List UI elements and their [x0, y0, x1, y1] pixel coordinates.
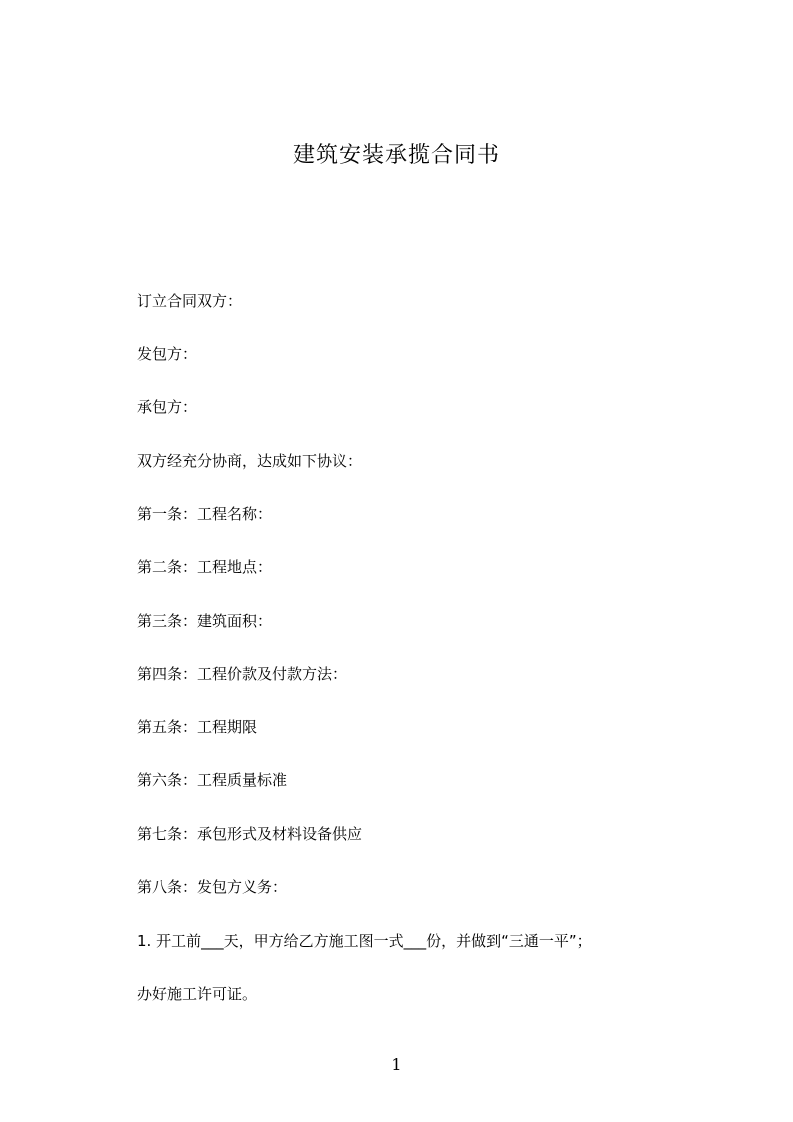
page-number: 1 [391, 1055, 402, 1074]
article-1: 第一条：工程名称： [137, 505, 273, 523]
article-2: 第二条：工程地点： [137, 558, 273, 576]
contractor-label: 承包方： [137, 398, 198, 416]
article-8-item-1: 1. 开工前___天，甲方给乙方施工图一式___份，并做到“三通一平”； [137, 932, 592, 950]
contract-parties-heading: 订立合同双方： [137, 292, 243, 310]
article-5: 第五条：工程期限 [137, 718, 258, 736]
article-4: 第四条：工程价款及付款方法： [137, 665, 348, 683]
article-8-item-1-cont: 办好施工许可证。 [137, 985, 258, 1003]
article-7: 第七条：承包形式及材料设备供应 [137, 825, 363, 843]
article-3: 第三条：建筑面积： [137, 612, 273, 630]
agreement-intro: 双方经充分协商，达成如下协议： [137, 452, 363, 470]
article-8: 第八条：发包方义务： [137, 878, 288, 896]
article-6: 第六条：工程质量标准 [137, 771, 288, 789]
employer-label: 发包方： [137, 345, 198, 363]
document-title: 建筑安装承揽合同书 [292, 143, 500, 168]
